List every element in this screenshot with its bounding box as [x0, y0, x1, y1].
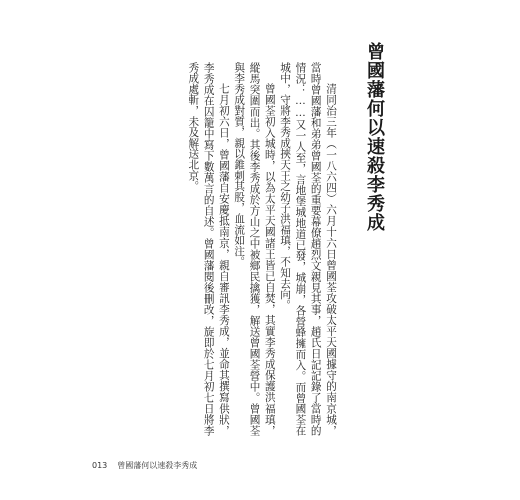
- page-number: 013: [92, 460, 108, 470]
- paragraph: 曾國荃初入城時，以為太平天國諸王皆已自焚，其實李秀成保護洪福瑱，縱馬突圍而出。其後李秀成於方山之中被鄉民擒獲，解送曾國荃營中。曾國荃與李秀成對質，親以錐刺其股，血流如注。: [233, 62, 276, 436]
- paragraph: 清同治三年（一八六四）六月十六日曾國荃攻破太平天國據守的南京城，當時曾國藩和弟弟曾國荃的重要幕僚趙烈文親見其事，趙氏日記記錄了當時的情況：……又一人至，言地堡城地道已發，城崩，各營蜂擁而入。而曾國荃在城中，守將李秀成挾天王之幼子洪福瑱，不知去向。: [279, 62, 337, 436]
- page-footer: [92, 458, 197, 472]
- chapter-title: 曾國藩何以速殺李秀成: [364, 42, 386, 232]
- body-text: [92, 62, 338, 436]
- running-title: 曾國藩何以速殺李秀成: [117, 460, 198, 470]
- paragraph: 七月初六日，曾國藩自安慶抵南京，親自審訊李秀成，並命其撰寫供狀，李秀成在囚籠中寫下數萬言的自述。曾國藩閱後刪改，旋即於七月初七日將李秀成處斬，未及解送北京。: [187, 62, 230, 436]
